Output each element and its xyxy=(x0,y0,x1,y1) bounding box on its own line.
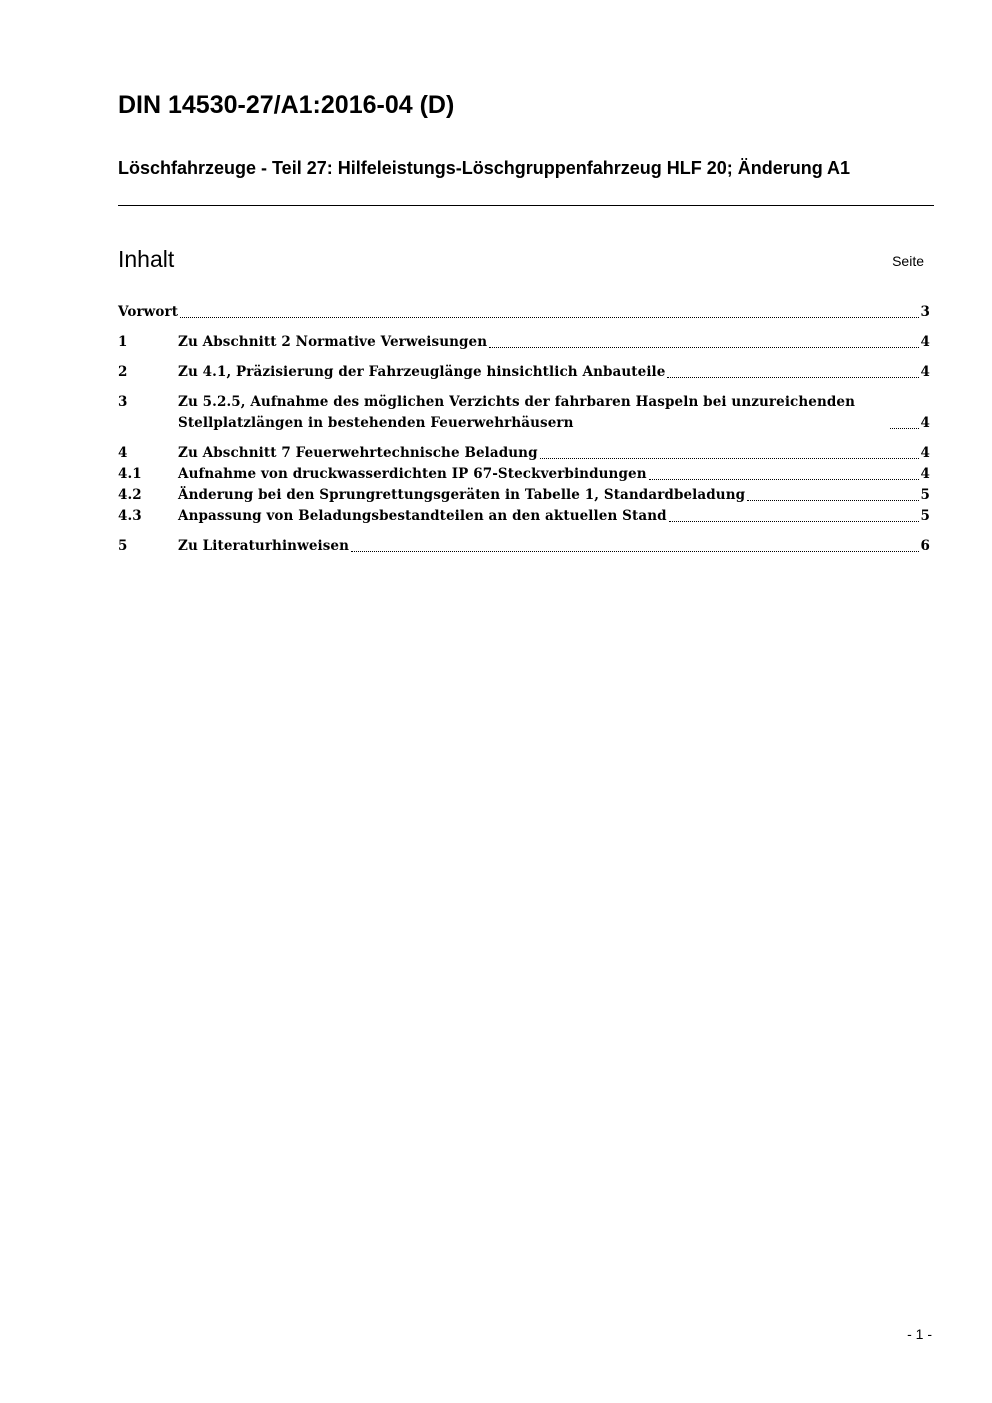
toc-dot-leader xyxy=(540,458,919,459)
toc-entry-page: 6 xyxy=(920,538,930,554)
page-number: - 1 - xyxy=(907,1326,932,1342)
toc-entry-page: 5 xyxy=(920,508,930,524)
toc-entry-1[interactable] xyxy=(118,332,930,353)
toc-dot-leader xyxy=(890,428,919,429)
toc-entry-number: 4.1 xyxy=(118,466,142,482)
toc-entry-vorwort[interactable] xyxy=(118,302,930,323)
toc-dot-leader xyxy=(667,377,918,378)
title-divider xyxy=(118,205,934,206)
toc-entry-number: 4.3 xyxy=(118,508,142,524)
toc-dot-leader xyxy=(180,317,918,318)
toc-dot-leader xyxy=(669,521,919,522)
toc-entry-label: Vorwort xyxy=(118,304,179,320)
toc-entry-label: Zu Abschnitt 2 Normative Verweisungen xyxy=(178,334,488,350)
toc-entry-5[interactable] xyxy=(118,536,930,557)
toc-entry-4-1[interactable] xyxy=(118,464,930,485)
toc-page-column-label: Seite xyxy=(892,253,924,269)
toc-heading: Inhalt xyxy=(118,246,175,272)
toc-dot-leader xyxy=(489,347,918,348)
toc-entry-4[interactable] xyxy=(118,443,930,464)
toc-entry-label: Anpassung von Beladungsbestandteilen an den aktuellen Stand xyxy=(178,508,667,524)
toc-entry-page: 4 xyxy=(920,445,930,461)
toc-entry-number: 1 xyxy=(118,334,128,350)
toc-entry-number: 2 xyxy=(118,364,128,380)
toc-entry-page: 4 xyxy=(920,334,930,350)
toc-entry-page: 5 xyxy=(920,487,930,503)
toc-entry-number: 4.2 xyxy=(118,487,142,503)
toc-entry-label: Zu Abschnitt 7 Feuerwehrtechnische Beladung xyxy=(178,445,538,461)
toc-entry-number: 3 xyxy=(118,394,128,410)
toc-dot-leader xyxy=(351,551,918,552)
toc-dot-leader xyxy=(747,500,918,501)
toc-dot-leader xyxy=(649,479,919,480)
toc-entry-label: Aufnahme von druckwasserdichten IP 67-Steckverbindungen xyxy=(178,466,647,482)
toc-entry-2[interactable] xyxy=(118,362,930,383)
document-id: DIN 14530-27/A1:2016-04 (D) xyxy=(118,91,455,119)
toc-entry-label: Zu Literaturhinweisen xyxy=(178,538,350,554)
toc-entry-label: Zu 4.1, Präzisierung der Fahrzeuglänge hinsichtlich Anbauteile xyxy=(178,364,666,380)
toc-entry-4-3[interactable] xyxy=(118,506,930,527)
document-title: Löschfahrzeuge - Teil 27: Hilfeleistungs-Löschgruppenfahrzeug HLF 20; Änderung A1 xyxy=(118,158,851,178)
toc-entry-3[interactable] xyxy=(118,392,930,434)
toc-entry-label: Änderung bei den Sprungrettungsgeräten in Tabelle 1, Standardbeladung xyxy=(178,487,746,503)
toc-entry-page: 4 xyxy=(920,415,930,431)
table-of-contents xyxy=(118,302,930,557)
toc-entry-label: Zu 5.2.5, Aufnahme des möglichen Verzichts der fahrbaren Haspeln bei unzureichenden Stellplatzlängen in bestehenden Feuerwehrhäusern xyxy=(178,394,856,431)
toc-entry-number: 5 xyxy=(118,538,128,554)
toc-entry-page: 3 xyxy=(920,304,930,320)
toc-entry-number: 4 xyxy=(118,445,128,461)
toc-entry-page: 4 xyxy=(920,364,930,380)
toc-entry-4-2[interactable] xyxy=(118,485,930,506)
toc-entry-page: 4 xyxy=(920,466,930,482)
